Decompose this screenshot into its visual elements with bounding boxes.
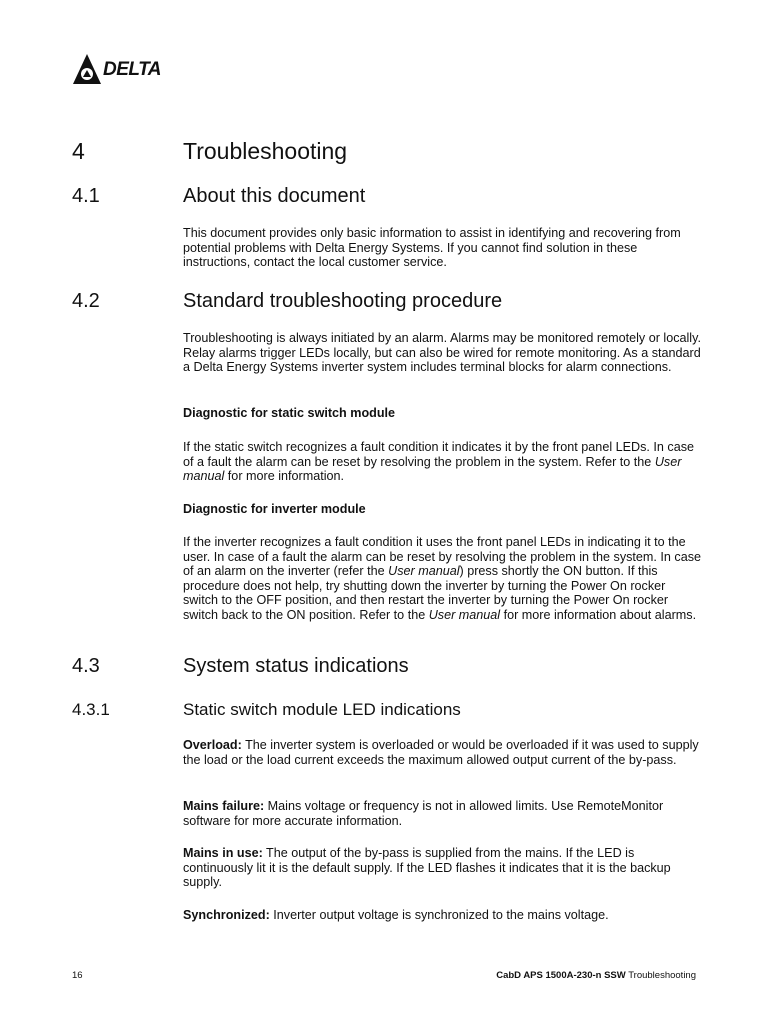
section-number-4-1: 4.1 — [72, 185, 100, 207]
footer-section: Troubleshooting — [628, 970, 696, 981]
user-manual-reference: User manual — [183, 454, 682, 484]
led-item-overload: Overload: The inverter system is overloaded or would be overloaded if it was used to supply the load or the load current exceeds the maximum allowed output current of the by-pass. — [183, 738, 699, 767]
inverter-diagnostic-paragraph: If the inverter recognizes a fault condition it uses the front panel LEDs in indicating it to the user. In case of a fault the alarm can be reset by resolving the problem in the system. In case of an alarm on the inverter (refer the User manual) press shortly the ON button. If this procedure does not help, try shutting down the inverter by turning the Power On rocker switch to the OFF position, and then restart the inverter by turning the Power On rocker switch back to the ON position. Refer to the User manual for more information about alarms. — [183, 535, 702, 622]
logo-wordmark: DELTA — [103, 59, 162, 80]
section-title-4-1: About this document — [183, 185, 366, 207]
delta-logo — [72, 53, 172, 85]
page-number: 16 — [72, 970, 83, 981]
footer-title — [496, 970, 696, 981]
user-manual-reference: User manual — [388, 564, 460, 579]
led-item-synchronized: Synchronized: Inverter output voltage is synchronized to the mains voltage. — [183, 908, 609, 922]
led-item-mains-failure: Mains failure: Mains voltage or frequency is not in allowed limits. Use RemoteMonitor software for more accurate information. — [183, 799, 664, 828]
section-number-4-3: 4.3 — [72, 655, 100, 677]
subsection-number-4-3-1: 4.3.1 — [72, 700, 110, 719]
section-title-4-2: Standard troubleshooting procedure — [183, 290, 503, 312]
subsection-title-4-3-1: Static switch module LED indications — [183, 700, 461, 719]
section-number-4-2: 4.2 — [72, 290, 100, 312]
chapter-title: Troubleshooting — [183, 138, 348, 164]
delta-triangle-icon — [72, 53, 102, 85]
about-paragraph: This document provides only basic information to assist in identifying and recovering from potential problems with Delta Energy Systems. If you cannot find solution in these instructions, contact the local customer service. — [183, 226, 681, 270]
user-manual-reference: User manual — [428, 607, 501, 622]
led-item-mains-in-use: Mains in use: The output of the by-pass is supplied from the mains. If the LED is continuously lit it is the default supply. If the LED flashes it indicates that it is the backup supply. — [183, 846, 671, 890]
section-title-4-3: System status indications — [183, 655, 409, 677]
chapter-number: 4 — [72, 138, 85, 164]
procedure-intro-paragraph: Troubleshooting is always initiated by an alarm. Alarms may be monitored remotely or locally. Relay alarms trigger LEDs locally, but can also be wired for remote monitoring. As a standard a Delta Energy Systems inverter system includes terminal blocks for alarm connections. — [183, 331, 701, 375]
inverter-diagnostic-heading: Diagnostic for inverter module — [183, 502, 366, 516]
static-switch-diagnostic-heading: Diagnostic for static switch module — [183, 406, 396, 420]
static-switch-diagnostic-paragraph: If the static switch recognizes a fault condition it indicates it by the front panel LEDs. In case of a fault the alarm can be reset by resolving the problem in the system. Refer to the User manual for more information. — [183, 440, 695, 484]
footer-doc-title: CabD APS 1500A-230-n SSW — [496, 970, 626, 981]
